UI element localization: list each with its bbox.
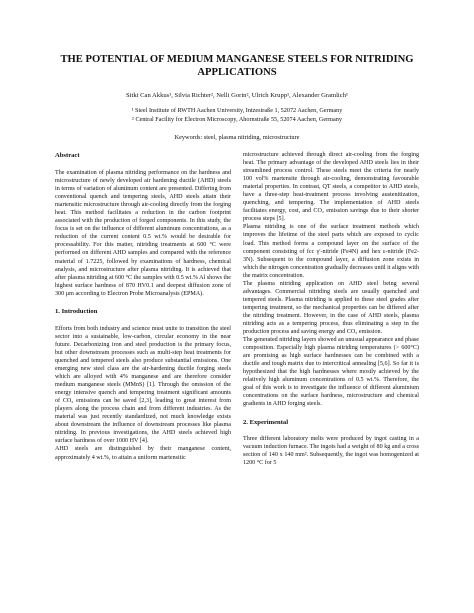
affiliations — [40, 106, 434, 124]
introduction-paragraph-6: The generated nitriding layers showed an unusual appearance and phase composition. Especially high plasma nitriding temperatures (> 600°C) are promising as high surface hardnesses can be combined with a ductile and tough matrix due to intercritical annealing [5,6]. So far it is hypothesized that the high hardnesses where mostly achieved by the relatively high aluminum concentrations of 0.5 wt.%. Therefore, the goal of this work is to investigate the influence of different aluminium concentrations on the surface hardness, microstructure and chemical gradients in AHD forging steels. — [243, 337, 419, 408]
experimental-paragraph-1: Three different laboratory melts were produced by ingot casting in a vacuum induction furnace. The ingots had a weight of 80 kg and a cross section of 140 x 140 mm². Subsequently, the ingot was homogenized at 1200 °C for 5 — [243, 435, 419, 466]
introduction-heading: 1. Introduction — [55, 307, 98, 315]
introduction-paragraph-5: The plasma nitriding application on AHD steel being several advantages. Commercial nitriding steels are usually quenched and tempered steels. Plasma nitriding is applied to these steel grades after tempering treatment, so the mechanical properties can be differed after the nitriding treatment. However, in the case of AHD steels, plasma nitriding acts as a tempering process, thus eliminating a step in the production process and saving energy and CO₂ emission. — [243, 280, 419, 336]
right-column — [243, 151, 419, 467]
introduction-paragraph-3: microstructure achieved through direct air-cooling from the forging heat. The primary advantage of the developed AHD steels lies in their streamlined process control. These steels meet the criteria for nearly 100 vol% martensite through air-cooling, demonstrating favourable material properties. In contrast, QT steels, a competitor to AHD steels, have a three-step heat-treatment process involving austenitization, quenching, and tempering. The implementation of AHD steels facilitates energy, cost, and CO₂ emission savings due to their shorter process steps [5]. — [243, 152, 419, 223]
keywords: Keywords: steel, plasma nitriding, microstructure — [174, 134, 300, 141]
affiliation-2: ² Central Facility for Electron Microscopy, Ahornstraße 55, 52074 Aachen, Germany — [132, 116, 342, 123]
left-column — [55, 151, 231, 462]
experimental-heading: 2. Experimental — [243, 418, 289, 426]
introduction-paragraph-2: AHD steels are distinguished by their manganese content, approximately 4 wt.%, to attain a uniform martensitic — [55, 446, 231, 461]
introduction-paragraph-1: Efforts from both industry and science must unite to transition the steel sector into a sustainable, low-carbon, circular economy in the near future. Decarbonizing iron and steel production is the primary focus, but other downstream processes such as multi-step heat treatments for quenched and tempered steels also produce substantial emissions. One emerging new steel class are the air-hardening ductile forging steels which are alloyed with 4% manganese and are therefore consider medium manganese steels (MMnS) [1]. Through the omission of the energy intensive quench and tempering treatment significant amounts of CO₂ emissions can be saved [2,3], leading to great interest from players along the process chain and from different industries. As the material was just recently standardized, not much knowledge exists about downstream the influence of downstream processes like plasma nitriding. In previous investigations, the AHD steels achieved high surface hardness of over 1000 HV [4]. — [55, 325, 231, 445]
introduction-paragraph-4: Plasma nitriding is one of the surface treatment methods which improves the lifetime of the steel parts which are exposed to cyclic load. This method forms a compound layer on the surface of the component consisting of fcc γ'-nitride (Fe4N) and hex ε-nitride (Fe2-3N). Subsequent to the compound layer, a diffusion zone exists in which the nitrogen concentration gradually decreases until it aligns with the matrix concentration. — [243, 224, 419, 279]
affiliation-1: ¹ Steel Institute of RWTH Aachen University, Intzestraße 1, 52072 Aachen, Germany — [131, 107, 343, 114]
abstract-text: The examination of plasma nitriding performance on the hardness and microstructure of newly developed air hardening ductile (AHD) steels in terms of variation of aluminum content are presented. Differing from conventional quench and tempering steels, AHD steels attain their martensitic microstructure through air-cooling directly from the forging heat. This method facilitates a reduction in the carbon footprint associated with the production of forged components. In this study, the focus is set on the influence of different aluminum concentrations, as a reduction of the current content 0.5 wt.% would be desirable for processability. For this matter, nitriding treatments at 600 °C were performed on different AHD samples and compared with the reference material of 1.7225, followed by examinations of hardness, chemical analysis, and microstructure after plasma nitriding. It is achieved that after plasma nitriding at 600 °C the samples with 0.5 wt.% Al shows the highest surface hardness of 870 HV0.1 and deepest diffusion zone of 300 µm according to Electron Probe Microanalysis (EPMA). — [55, 170, 231, 297]
paper-title: THE POTENTIAL OF MEDIUM MANGANESE STEELS FOR NITRIDING APPLICATIONS — [60, 54, 414, 78]
author-list: Sitki Can Akkus¹, Silvia Richter², Nelli Gorin², Ulrich Krupp¹, Alexander Gramlich¹ — [126, 92, 348, 99]
abstract-heading: Abstract — [55, 152, 80, 159]
